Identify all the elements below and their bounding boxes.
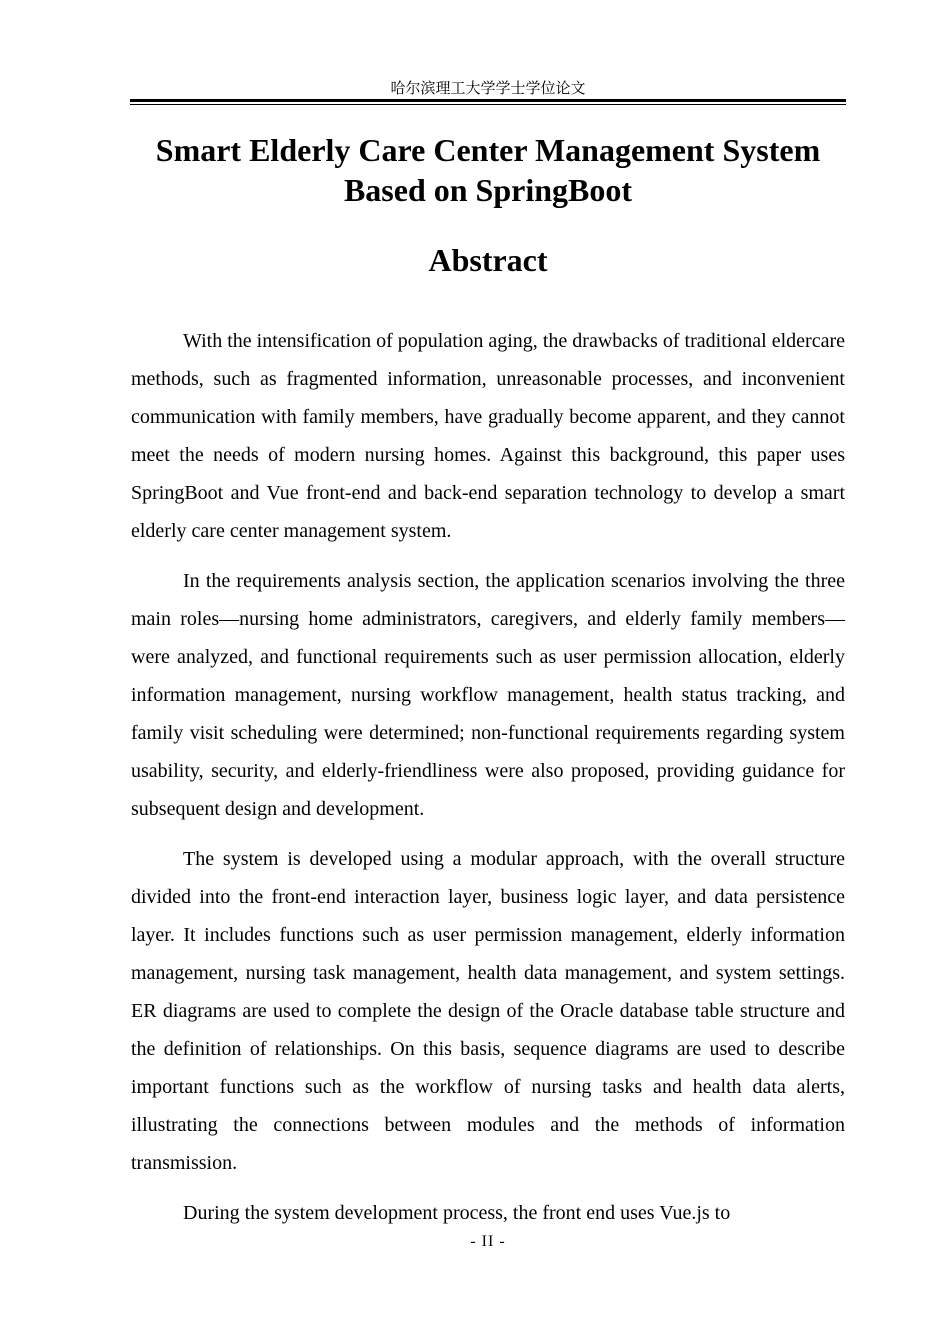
running-header: 哈尔滨理工大学学士学位论文 (390, 79, 586, 97)
abstract-body (131, 322, 845, 1232)
header-rule-thin (130, 104, 846, 105)
abstract-paragraph-4: During the system development process, the front end uses Vue.js to (183, 1202, 731, 1224)
abstract-paragraph-3: The system is developed using a modular approach, with the overall structure divided into the front-end interaction layer, business logic layer, and data persistence layer. It includes functions such as user permission management, elderly information management, nursing task management, health data management, and system settings. ER diagrams are used to complete the design of the Oracle database table structure and the definition of relationships. On this basis, sequence diagrams are used to describe important functions such as the workflow of nursing tasks and health data alerts, illustrating the connections between modules and the methods of information transmission. (131, 848, 845, 1174)
thesis-title (130, 130, 846, 210)
abstract-heading: Abstract (428, 242, 548, 278)
thesis-title-line-2: Based on SpringBoot (343, 172, 633, 208)
page-number: - II - (470, 1233, 506, 1250)
abstract-paragraph-1: With the intensification of population aging, the drawbacks of traditional eldercare methods, such as fragmented information, unreasonable processes, and inconvenient communication with family members, have gradually become apparent, and they cannot meet the needs of modern nursing homes. Against this background, this paper uses SpringBoot and Vue front-end and back-end separation technology to develop a smart elderly care center management system. (131, 330, 845, 542)
thesis-title-line-1: Smart Elderly Care Center Management System (155, 132, 821, 168)
header-rule-thick (130, 99, 846, 102)
abstract-paragraph-2: In the requirements analysis section, the application scenarios involving the three main roles—nursing home administrators, caregivers, and elderly family members—were analyzed, and functional requirements such as user permission allocation, elderly information management, nursing workflow management, health status tracking, and family visit scheduling were determined; non-functional requirements regarding system usability, security, and elderly-friendliness were also proposed, providing guidance for subsequent design and development. (131, 570, 845, 820)
